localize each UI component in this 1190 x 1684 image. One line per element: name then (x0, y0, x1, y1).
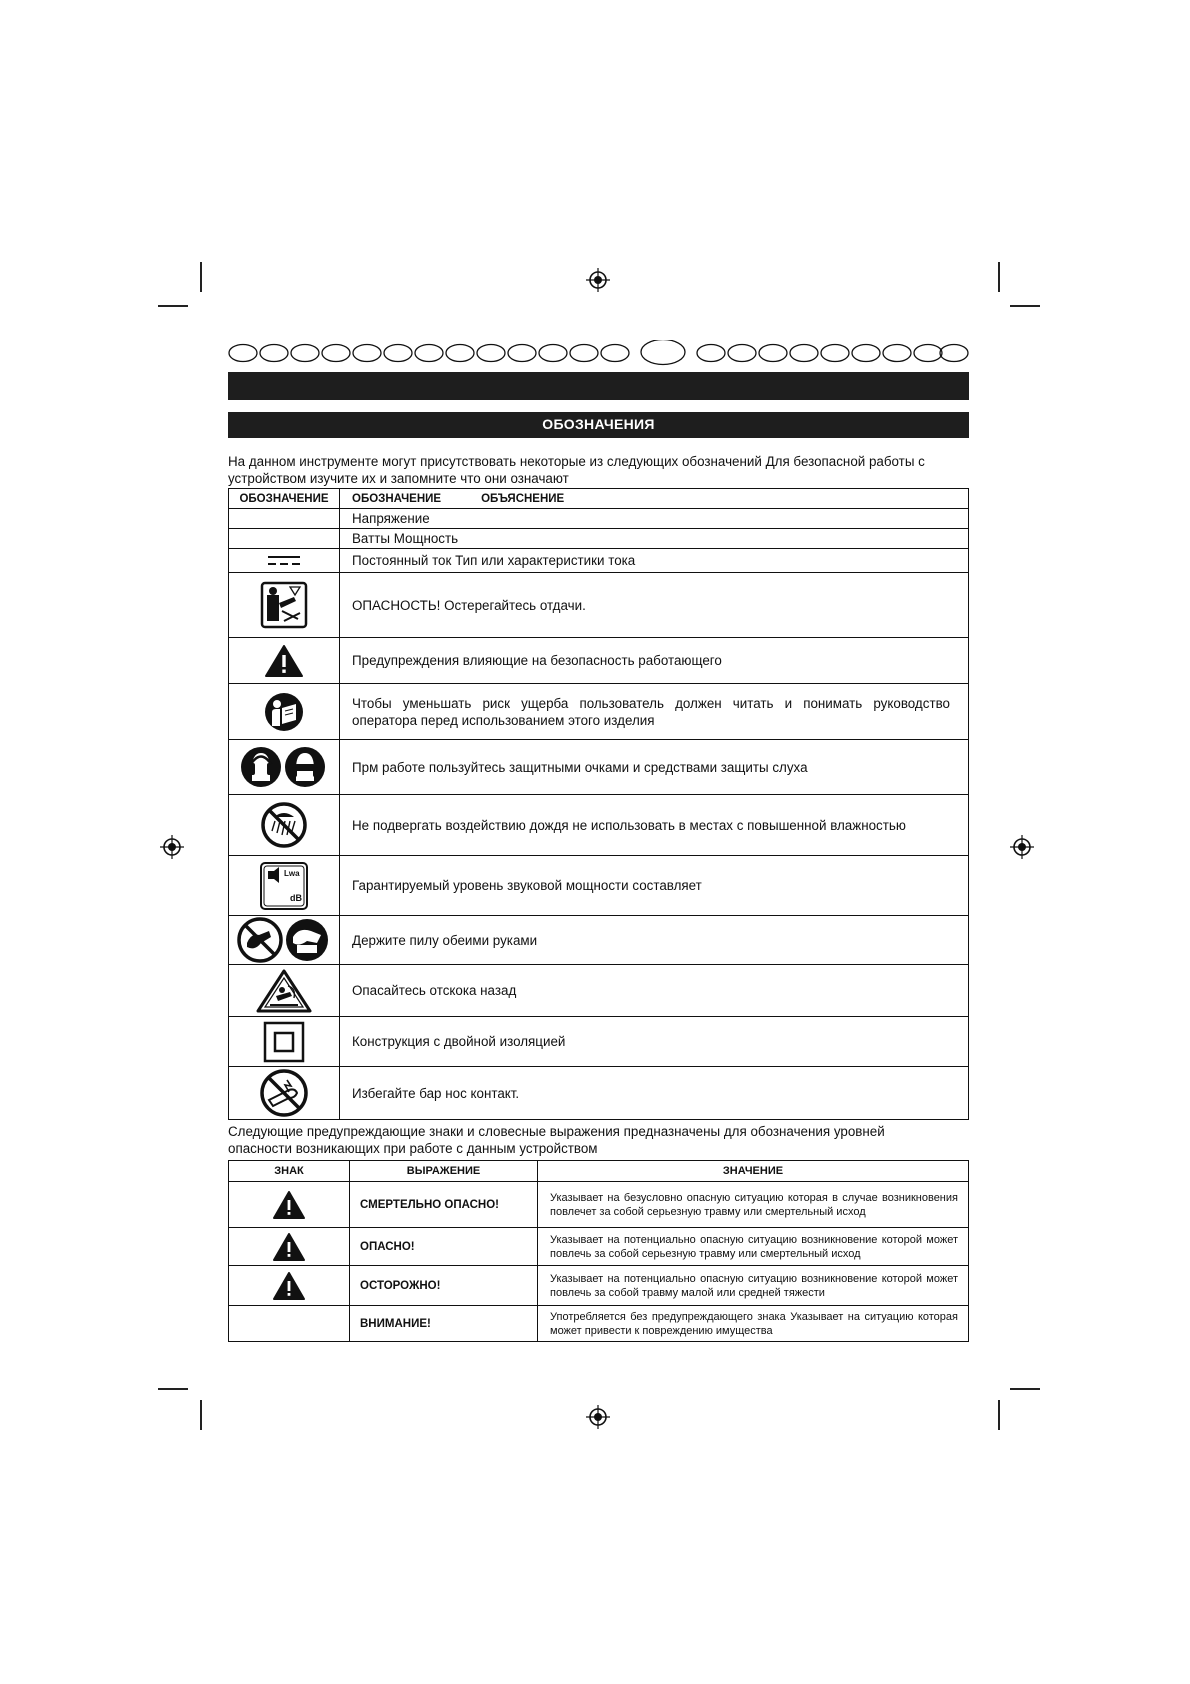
signal-intro-line: Следующие предупреждающие знаки и словесные выражения предназначены для обозначения уровней (228, 1124, 885, 1139)
signal-meaning: Употребляется без предупреждающего знака Указывает на ситуацию которая может привести к повреждению имущества (538, 1306, 969, 1342)
table-row (229, 1067, 969, 1120)
explanation: Конструкция с двойной изоляцией (340, 1017, 969, 1067)
crop-mark (200, 1400, 202, 1430)
table-row (229, 1266, 969, 1306)
table-row (229, 916, 969, 965)
explanation: Прм работе пользуйтесь защитными очками и средствами защиты слуха (340, 740, 969, 795)
sign-cell (229, 1266, 350, 1306)
symbol-cell (229, 573, 340, 638)
table-row (229, 856, 969, 916)
crop-mark (1010, 305, 1040, 307)
symbol-cell (229, 684, 340, 740)
crop-mark (1010, 1388, 1040, 1390)
column-header-part: ОБЪЯСНЕНИЕ (481, 492, 565, 505)
explanation: Постоянный ток Тип или характеристики тока (340, 549, 969, 573)
symbol-cell (229, 965, 340, 1017)
explanation: Гарантируемый уровень звуковой мощности составляет (340, 856, 969, 916)
signal-meaning: Указывает на потенциально опасную ситуацию возникновение которой может повлечь за собой серьезную травму или смертельный исход (538, 1228, 969, 1266)
registration-mark-icon (586, 268, 610, 292)
signal-intro-line: опасности возникающих при работе с данным устройством (228, 1141, 598, 1156)
section-title: ОБОЗНАЧЕНИЯ (228, 412, 969, 438)
symbol-cell (229, 1067, 340, 1120)
sound-power-icon (259, 861, 309, 911)
warning-triangle-icon (264, 644, 304, 678)
two-hands-icon (237, 917, 331, 963)
table-row (229, 1306, 969, 1342)
symbol-cell (229, 509, 340, 529)
ear-eye-protection-icon (240, 745, 328, 789)
no-nose-contact-icon (259, 1068, 309, 1118)
symbol-cell (229, 740, 340, 795)
column-header: ВЫРАЖЕНИЕ (350, 1161, 538, 1182)
table-row (229, 795, 969, 856)
table-row (229, 549, 969, 573)
table-row (229, 740, 969, 795)
symbol-cell (229, 529, 340, 549)
symbols-table (228, 488, 969, 1120)
table-row (229, 509, 969, 529)
warning-triangle-icon (272, 1190, 306, 1220)
crop-mark (998, 262, 1000, 292)
explanation: Напряжение (340, 509, 969, 529)
column-header-part: ОБОЗНАЧЕНИЕ (352, 492, 442, 505)
table-row (229, 1182, 969, 1228)
registration-mark-icon (586, 1405, 610, 1429)
header-bar (228, 372, 969, 400)
signal-expression: ВНИМАНИЕ! (350, 1306, 538, 1342)
sign-cell (229, 1182, 350, 1228)
column-header: ОБОЗНАЧЕНИЕ (229, 489, 340, 509)
table-row (229, 638, 969, 684)
sign-cell (229, 1306, 350, 1342)
signal-expression: СМЕРТЕЛЬНО ОПАСНО! (350, 1182, 538, 1228)
column-header (340, 489, 969, 509)
kickback-triangle-icon (256, 968, 312, 1014)
crop-mark (998, 1400, 1000, 1430)
language-tab-ovals (228, 340, 969, 366)
table-row (229, 573, 969, 638)
direct-current-icon (267, 554, 301, 568)
symbol-cell (229, 1017, 340, 1067)
symbol-cell (229, 795, 340, 856)
intro-line: На данном инструменте могут присутствовать некоторые из следующих обозначений Для безопасной работы с (228, 454, 925, 469)
symbol-cell (229, 856, 340, 916)
column-header: ЗНАК (229, 1161, 350, 1182)
sign-cell (229, 1228, 350, 1266)
explanation: Держите пилу обеими руками (340, 916, 969, 965)
explanation: Чтобы уменьшать риск ущерба пользователь должен читать и понимать руководство оператора перед использованием этого изделия (340, 684, 969, 740)
intro-text (228, 453, 969, 487)
column-header: ЗНАЧЕНИЕ (538, 1161, 969, 1182)
signal-intro-text (228, 1123, 969, 1157)
table-row (229, 1228, 969, 1266)
double-insulation-icon (263, 1021, 305, 1063)
explanation: Не подвергать воздействию дождя не использовать в местах с повышенной влажностью (340, 795, 969, 856)
read-manual-icon (264, 692, 304, 732)
table-row (229, 684, 969, 740)
warning-triangle-icon (272, 1232, 306, 1262)
explanation: Предупреждения влияющие на безопасность работающего (340, 638, 969, 684)
explanation: ОПАСНОСТЬ! Остерегайтесь отдачи. (340, 573, 969, 638)
signal-words-table (228, 1160, 969, 1342)
explanation: Избегайте бар нос контакт. (340, 1067, 969, 1120)
table-row (229, 1017, 969, 1067)
symbol-cell (229, 549, 340, 573)
signal-expression: ОСТОРОЖНО! (350, 1266, 538, 1306)
crop-mark (158, 305, 188, 307)
crop-mark (200, 262, 202, 292)
lwa-label: Lwa (284, 868, 300, 878)
table-header-row (229, 1161, 969, 1182)
signal-meaning: Указывает на потенциально опасную ситуацию возникновение которой может повлечь за собой травму малой или средней тяжести (538, 1266, 969, 1306)
registration-mark-icon (160, 835, 184, 859)
intro-line: устройством изучите их и запомните что они означают (228, 471, 569, 486)
registration-mark-icon (1010, 835, 1034, 859)
explanation: Опасайтесь отскока назад (340, 965, 969, 1017)
explanation: Ватты Мощность (340, 529, 969, 549)
no-rain-icon (260, 801, 308, 849)
db-label: dB (290, 892, 302, 903)
symbol-cell (229, 638, 340, 684)
crop-mark (158, 1388, 188, 1390)
table-row (229, 965, 969, 1017)
symbol-cell (229, 916, 340, 965)
table-header-row (229, 489, 969, 509)
kickback-danger-icon (260, 581, 308, 629)
signal-meaning: Указывает на безусловно опасную ситуацию которая в случае возникновения повлечет за собой серьезную травму или смертельный исход (538, 1182, 969, 1228)
table-row (229, 529, 969, 549)
warning-triangle-icon (272, 1271, 306, 1301)
signal-expression: ОПАСНО! (350, 1228, 538, 1266)
